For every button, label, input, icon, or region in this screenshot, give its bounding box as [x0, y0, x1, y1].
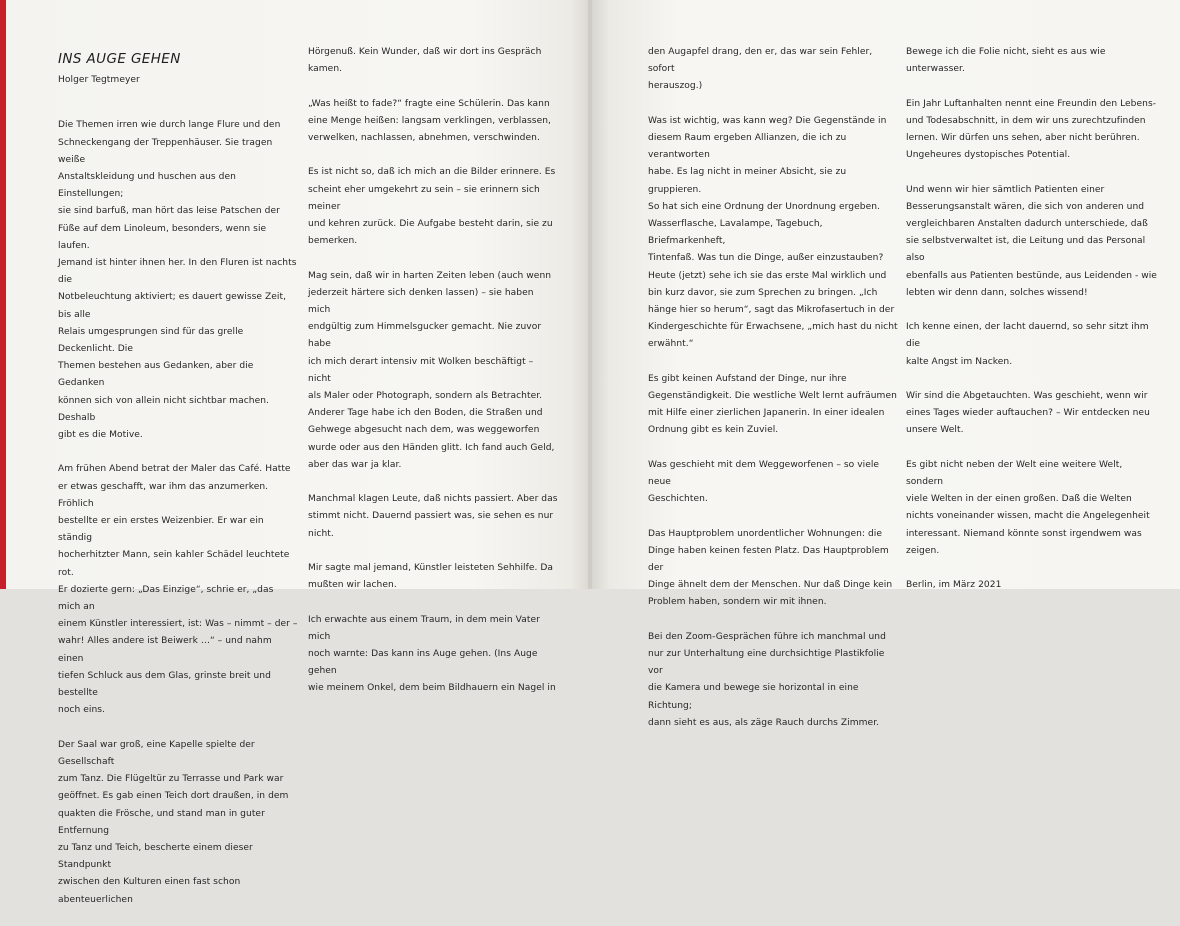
column-2: [308, 44, 558, 715]
paragraph: Es gibt nicht neben der Welt eine weitere Welt, sondern viele Welten in der einen großen. Daß die Welten nichts voneinander wissen, macht die Angelegenheit interessant. Niemand könnte sonst irgendwem was zeigen.: [906, 459, 1150, 556]
paragraph: Hörgenuß. Kein Wunder, daß wir dort ins Gespräch kamen.: [308, 47, 542, 75]
date-line: Berlin, im März 2021: [906, 580, 1002, 591]
paragraph: Manchmal klagen Leute, daß nichts passiert. Aber das stimmt nicht. Dauernd passiert was, sie sehen es nur nicht.: [308, 494, 558, 539]
paragraph: Mag sein, daß wir in harten Zeiten leben (auch wenn jederzeit härtere sich denken lassen) – sie haben mich endgültig zum Himmelsgucker gemacht. Nie zuvor habe ich mich derart intensiv mit Wolken beschäftigt – nicht als Maler oder Photograph, sondern als Betrachter. Anderer Tage habe ich den Boden, die Straßen und Gehwege abgesucht nach dem, was weggeworfen wurde oder aus den Händen glitt. Ich fand auch Geld, aber das war ja klar.: [308, 270, 555, 470]
paragraph: den Augapfel drang, den er, das war sein Fehler, sofort herauszog.): [648, 47, 873, 92]
article-author: Holger Tegtmeyer: [58, 75, 140, 86]
paragraph: Was geschieht mit dem Weggeworfenen – so viele neue Geschichten.: [648, 459, 880, 505]
column-3: [648, 44, 898, 749]
article-title: INS AUGE GEHEN: [58, 51, 181, 67]
paragraph: Am frühen Abend betrat der Maler das Café. Hatte er etwas geschafft, war ihm das anzumerken. Fröhlich bestellte er ein erstes Weizenbier. Er war ein ständig hocherhitzter Mann, sein kahler Schädel leuchtete rot. Er dozierte gern: „Das Einzige“, schrie er, „das mich an einem Künstler interessiert, ist: Was – nimmt – der – wahr! Alles andere ist Beiwerk …“ – und nahm einen tiefen Schluck aus dem Glas, grinste breit und bestellte noch eins.: [58, 464, 298, 716]
paragraph: Das Hauptproblem unordentlicher Wohnungen: die Dinge haben keinen festen Platz. Das Hauptproblem der Dinge ähnelt dem der Menschen. Nur daß Dinge kein Problem haben, sondern wir mit ihnen.: [648, 528, 893, 608]
paragraph: „Was heißt to fade?“ fragte eine Schülerin. Das kann eine Menge heißen: langsam verklingen, verblassen, verwelken, nachlassen, abnehmen, verschwinden.: [308, 98, 551, 143]
paragraph: Ich kenne einen, der lacht dauernd, so sehr sitzt ihm die kalte Angst im Nacken.: [906, 322, 1149, 367]
paragraph: Bei den Zoom-Gesprächen führe ich manchmal und nur zur Unterhaltung eine durchsichtige Plastikfolie vor die Kamera und bewege sie horizontal in eine Richtung; dann sieht es aus, als zäge Rauch durchs Zimmer.: [648, 631, 886, 728]
paragraph: Wir sind die Abgetauchten. Was geschieht, wenn wir eines Tages wieder auftauchen? – Wir entdecken neu unsere Welt.: [906, 391, 1150, 436]
paragraph: Bewege ich die Folie nicht, sieht es aus wie unterwasser.: [906, 47, 1106, 75]
paragraph: Die Themen irren wie durch lange Flure und den Schneckengang der Treppenhäuser. Sie tragen weiße Anstaltskleidung und huschen aus den Einstellungen; sie sind barfuß, man hört das leise Patschen der Füße auf dem Linoleum, besonders, wenn sie laufen. Jemand ist hinter ihnen her. In den Fluren ist nachts die Notbeleuchtung aktiviert; es dauert gewisse Zeit, bis alle Relais umgesprungen sind für das grelle Deckenlicht. Die Themen bestehen aus Gedanken, aber die Gedanken können sich von allein nicht sichtbar machen. Deshalb gibt es die Motive.: [58, 120, 297, 441]
paragraph: Es ist nicht so, daß ich mich an die Bilder erinnere. Es scheint eher umgekehrt zu sein – sie erinnern sich meiner und kehren zurück. Die Aufgabe besteht darin, sie zu bemerken.: [308, 167, 556, 247]
paragraph: Ich erwachte aus einem Traum, in dem mein Vater mich noch warnte: Das kann ins Auge gehen. (Ins Auge gehen wie meinem Onkel, dem beim Bildhauern ein Nagel in: [308, 614, 556, 694]
paragraph: Was ist wichtig, was kann weg? Die Gegenstände in diesem Raum ergeben Allianzen, die ich zu verantworten habe. Es lag nicht in meiner Absicht, sie zu gruppieren. So hat sich eine Ordnung der Unordnung ergeben. Wasserflasche, Lavalampe, Tagebuch, Briefmarkenheft, Tintenfaß. Was tun die Dinge, außer einzustauben? Heute (jetzt) sehe ich sie das erste Mal wirklich und bin kurz davor, sie zum Sprechen zu bringen. „Ich hänge hier so herum“, sagt das Mikrofasertuch in der Kindergeschichte für Erwachsene, „mich hast du nicht erwähnt.“: [648, 115, 898, 350]
column-4: [906, 44, 1161, 612]
paragraph: Der Saal war groß, eine Kapelle spielte der Gesellschaft zum Tanz. Die Flügeltür zu Terrasse und Park war geöffnet. Es gab einen Teich dort draußen, in dem quakten die Frösche, und stand man in guter Entfernung zu Tanz und Teich, bescherte einem dieser Standpunkt zwischen den Kulturen einen fast schon abenteuerlichen: [58, 739, 289, 905]
paragraph: Ein Jahr Luftanhalten nennt eine Freundin den Lebens- und Todesabschnitt, in dem wir uns zurechtzufinden lernen. Wir dürfen uns sehen, aber nicht berühren. Ungeheures dystopisches Potential.: [906, 98, 1157, 161]
paragraph: Es gibt keinen Aufstand der Dinge, nur ihre Gegenständigkeit. Die westliche Welt lernt aufräumen mit Hilfe einer zierlichen Japanerin. In einer idealen Ordnung gibt es kein Zuviel.: [648, 373, 897, 436]
paragraph: Und wenn wir hier sämtlich Patienten einer Besserungsanstalt wären, die sich von anderen und vergleichbaren Anstalten dadurch unterschiede, daß sie selbstverwaltet ist, die Leitung und das Personal also ebenfalls aus Patienten bestünde, aus Leidenden - wie lebten wir denn dann, solches wissend!: [906, 184, 1157, 298]
paragraph: Mir sagte mal jemand, Künstler leisteten Sehhilfe. Da mußten wir lachen.: [308, 563, 554, 591]
left-page: [6, 0, 588, 905]
right-page: [592, 0, 1180, 728]
column-1: [58, 44, 298, 926]
